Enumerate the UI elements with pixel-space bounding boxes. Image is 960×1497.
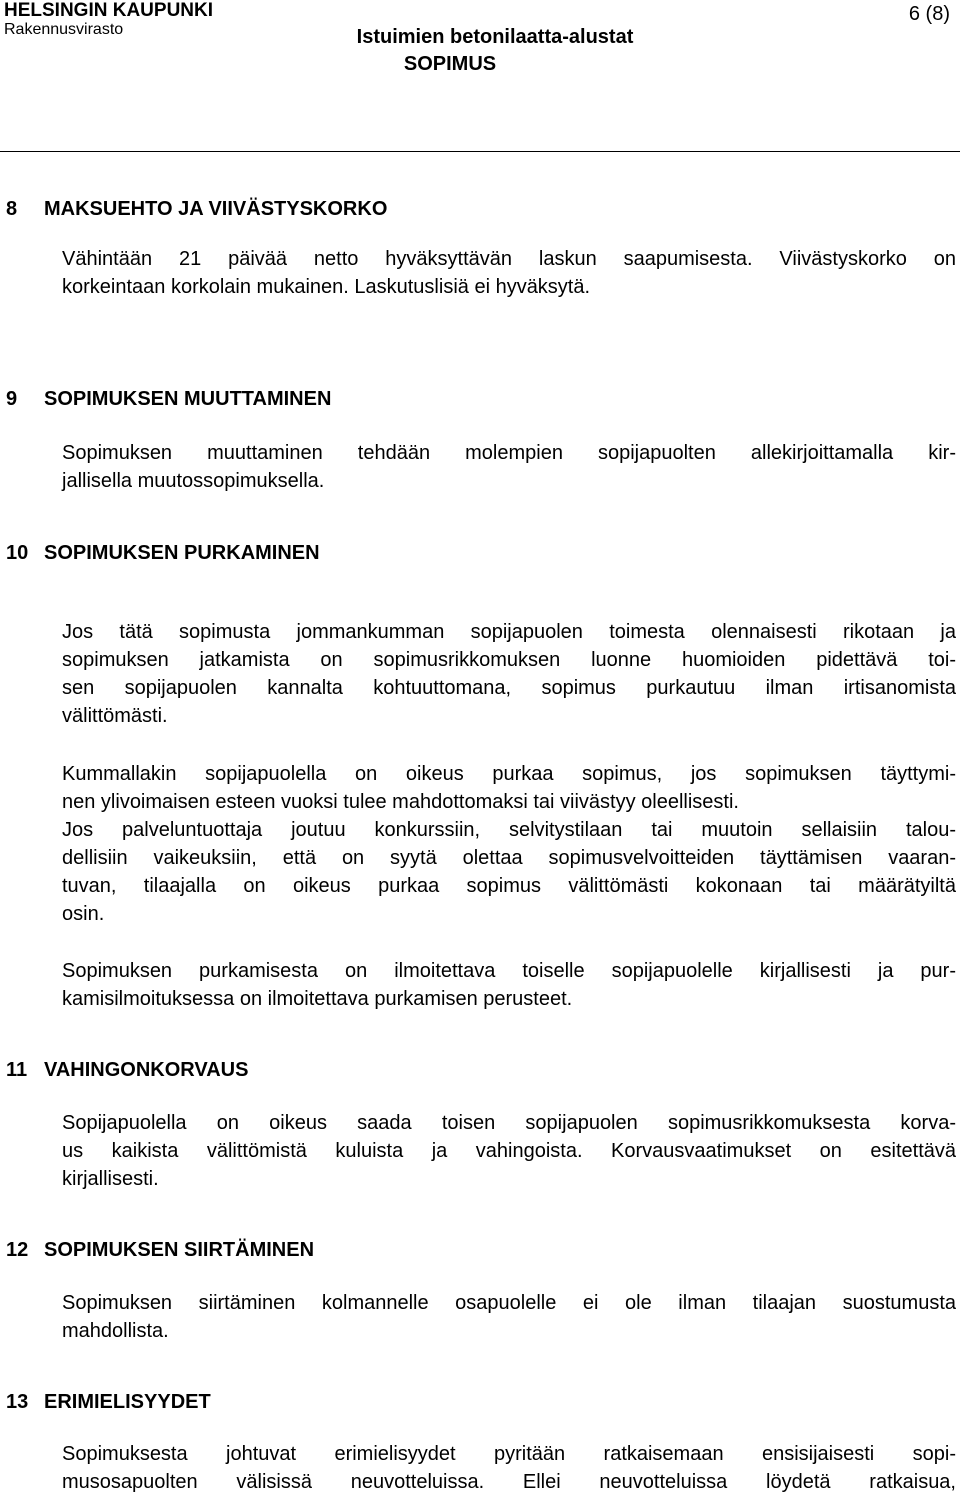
section-heading <box>6 540 320 566</box>
section-paragraph <box>62 618 956 730</box>
section-number: 8 <box>6 198 18 220</box>
paragraph-line: osin. <box>62 903 105 925</box>
section-paragraph <box>62 439 956 495</box>
paragraph-line: mahdollista. <box>62 1320 169 1342</box>
paragraph-line: Vähintään 21 päivää netto hyväksyttävän laskun saapumisesta. Viivästyskorko on <box>62 248 956 270</box>
section-heading <box>6 386 331 412</box>
section-number: 10 <box>6 542 29 564</box>
organization-name: HELSINGIN KAUPUNKI <box>4 0 214 21</box>
paragraph-line: kirjallisesti. <box>62 1168 159 1190</box>
section-title: VAHINGONKORVAUS <box>44 1059 249 1081</box>
section-heading <box>6 1057 248 1083</box>
section-number: 12 <box>6 1239 29 1261</box>
section-heading <box>6 1237 314 1263</box>
section-paragraph <box>62 760 956 928</box>
section-number: 11 <box>6 1059 28 1081</box>
paragraph-line: nen ylivoimaisen esteen vuoksi tulee mahdottomaksi tai viivästyy oleellisesti. <box>62 791 739 813</box>
paragraph-line: Kummallakin sopijapuolella on oikeus purkaa sopimus, jos sopimuksen täyttymi- <box>62 763 956 785</box>
paragraph-line: Jos tätä sopimusta jommankumman sopijapuolen toimesta olennaisesti rikotaan ja <box>62 621 956 643</box>
section-title: MAKSUEHTO JA VIIVÄSTYSKORKO <box>44 198 388 220</box>
section-heading <box>6 196 387 222</box>
section-number: 13 <box>6 1391 29 1413</box>
paragraph-line: sopimuksen jatkamista on sopimusrikkomuksen luonne huomioiden pidettävä toi- <box>62 649 956 671</box>
document-title: Istuimien betonilaatta-alustat <box>356 26 634 48</box>
document-type: SOPIMUS <box>403 53 497 75</box>
section-paragraph <box>62 1109 956 1193</box>
paragraph-line: Sopimuksen purkamisesta on ilmoitettava toiselle sopijapuolelle kirjallisesti ja pur- <box>62 960 956 982</box>
paragraph-line: välittömästi. <box>62 705 168 727</box>
department-name: Rakennusvirasto <box>4 21 124 38</box>
paragraph-line: Jos palveluntuottaja joutuu konkurssiin, selvitystilaan tai muutoin sellaisiin talou- <box>62 819 956 841</box>
section-title: SOPIMUKSEN SIIRTÄMINEN <box>44 1239 315 1261</box>
header-divider <box>0 151 960 152</box>
paragraph-line: Sopimuksen muuttaminen tehdään molempien sopijapuolten allekirjoittamalla kir- <box>62 442 956 464</box>
page-number: 6 (8) <box>908 3 950 25</box>
paragraph-line: us kaikista välittömistä kuluista ja vahingoista. Korvausvaatimukset on esitettävä <box>62 1140 956 1162</box>
paragraph-line: korkeintaan korkolain mukainen. Laskutuslisiä ei hyväksytä. <box>62 276 591 298</box>
paragraph-line: Sopijapuolella on oikeus saada toisen sopijapuolen sopimusrikkomuksesta korva- <box>62 1112 956 1134</box>
paragraph-line: Sopimuksesta johtuvat erimielisyydet pyritään ratkaisemaan ensisijaisesti sopi- <box>62 1443 956 1465</box>
section-title: ERIMIELISYYDET <box>44 1391 211 1413</box>
paragraph-line: kamisilmoituksessa on ilmoitettava purkamisen perusteet. <box>62 988 573 1010</box>
paragraph-line: jallisella muutossopimuksella. <box>62 470 325 492</box>
section-heading <box>6 1389 211 1415</box>
section-paragraph <box>62 245 956 301</box>
section-title: SOPIMUKSEN MUUTTAMINEN <box>44 388 332 410</box>
section-paragraph <box>62 1440 956 1496</box>
paragraph-line: Sopimuksen siirtäminen kolmannelle osapuolelle ei ole ilman tilaajan suostumusta <box>62 1292 956 1314</box>
section-title: SOPIMUKSEN PURKAMINEN <box>44 542 320 564</box>
paragraph-line: dellisiin vaikeuksiin, että on syytä olettaa sopimusvelvoitteiden täyttämisen vaaran- <box>62 847 956 869</box>
paragraph-line: sen sopijapuolen kannalta kohtuuttomana, sopimus purkautuu ilman irtisanomista <box>62 677 956 699</box>
section-paragraph <box>62 1289 956 1345</box>
section-paragraph <box>62 957 956 1013</box>
paragraph-line: tuvan, tilaajalla on oikeus purkaa sopimus välittömästi kokonaan tai määrätyiltä <box>62 875 956 897</box>
section-number: 9 <box>6 388 18 410</box>
paragraph-line: musosapuolten välisissä neuvotteluissa. Ellei neuvotteluissa löydetä ratkaisua, <box>62 1471 956 1493</box>
